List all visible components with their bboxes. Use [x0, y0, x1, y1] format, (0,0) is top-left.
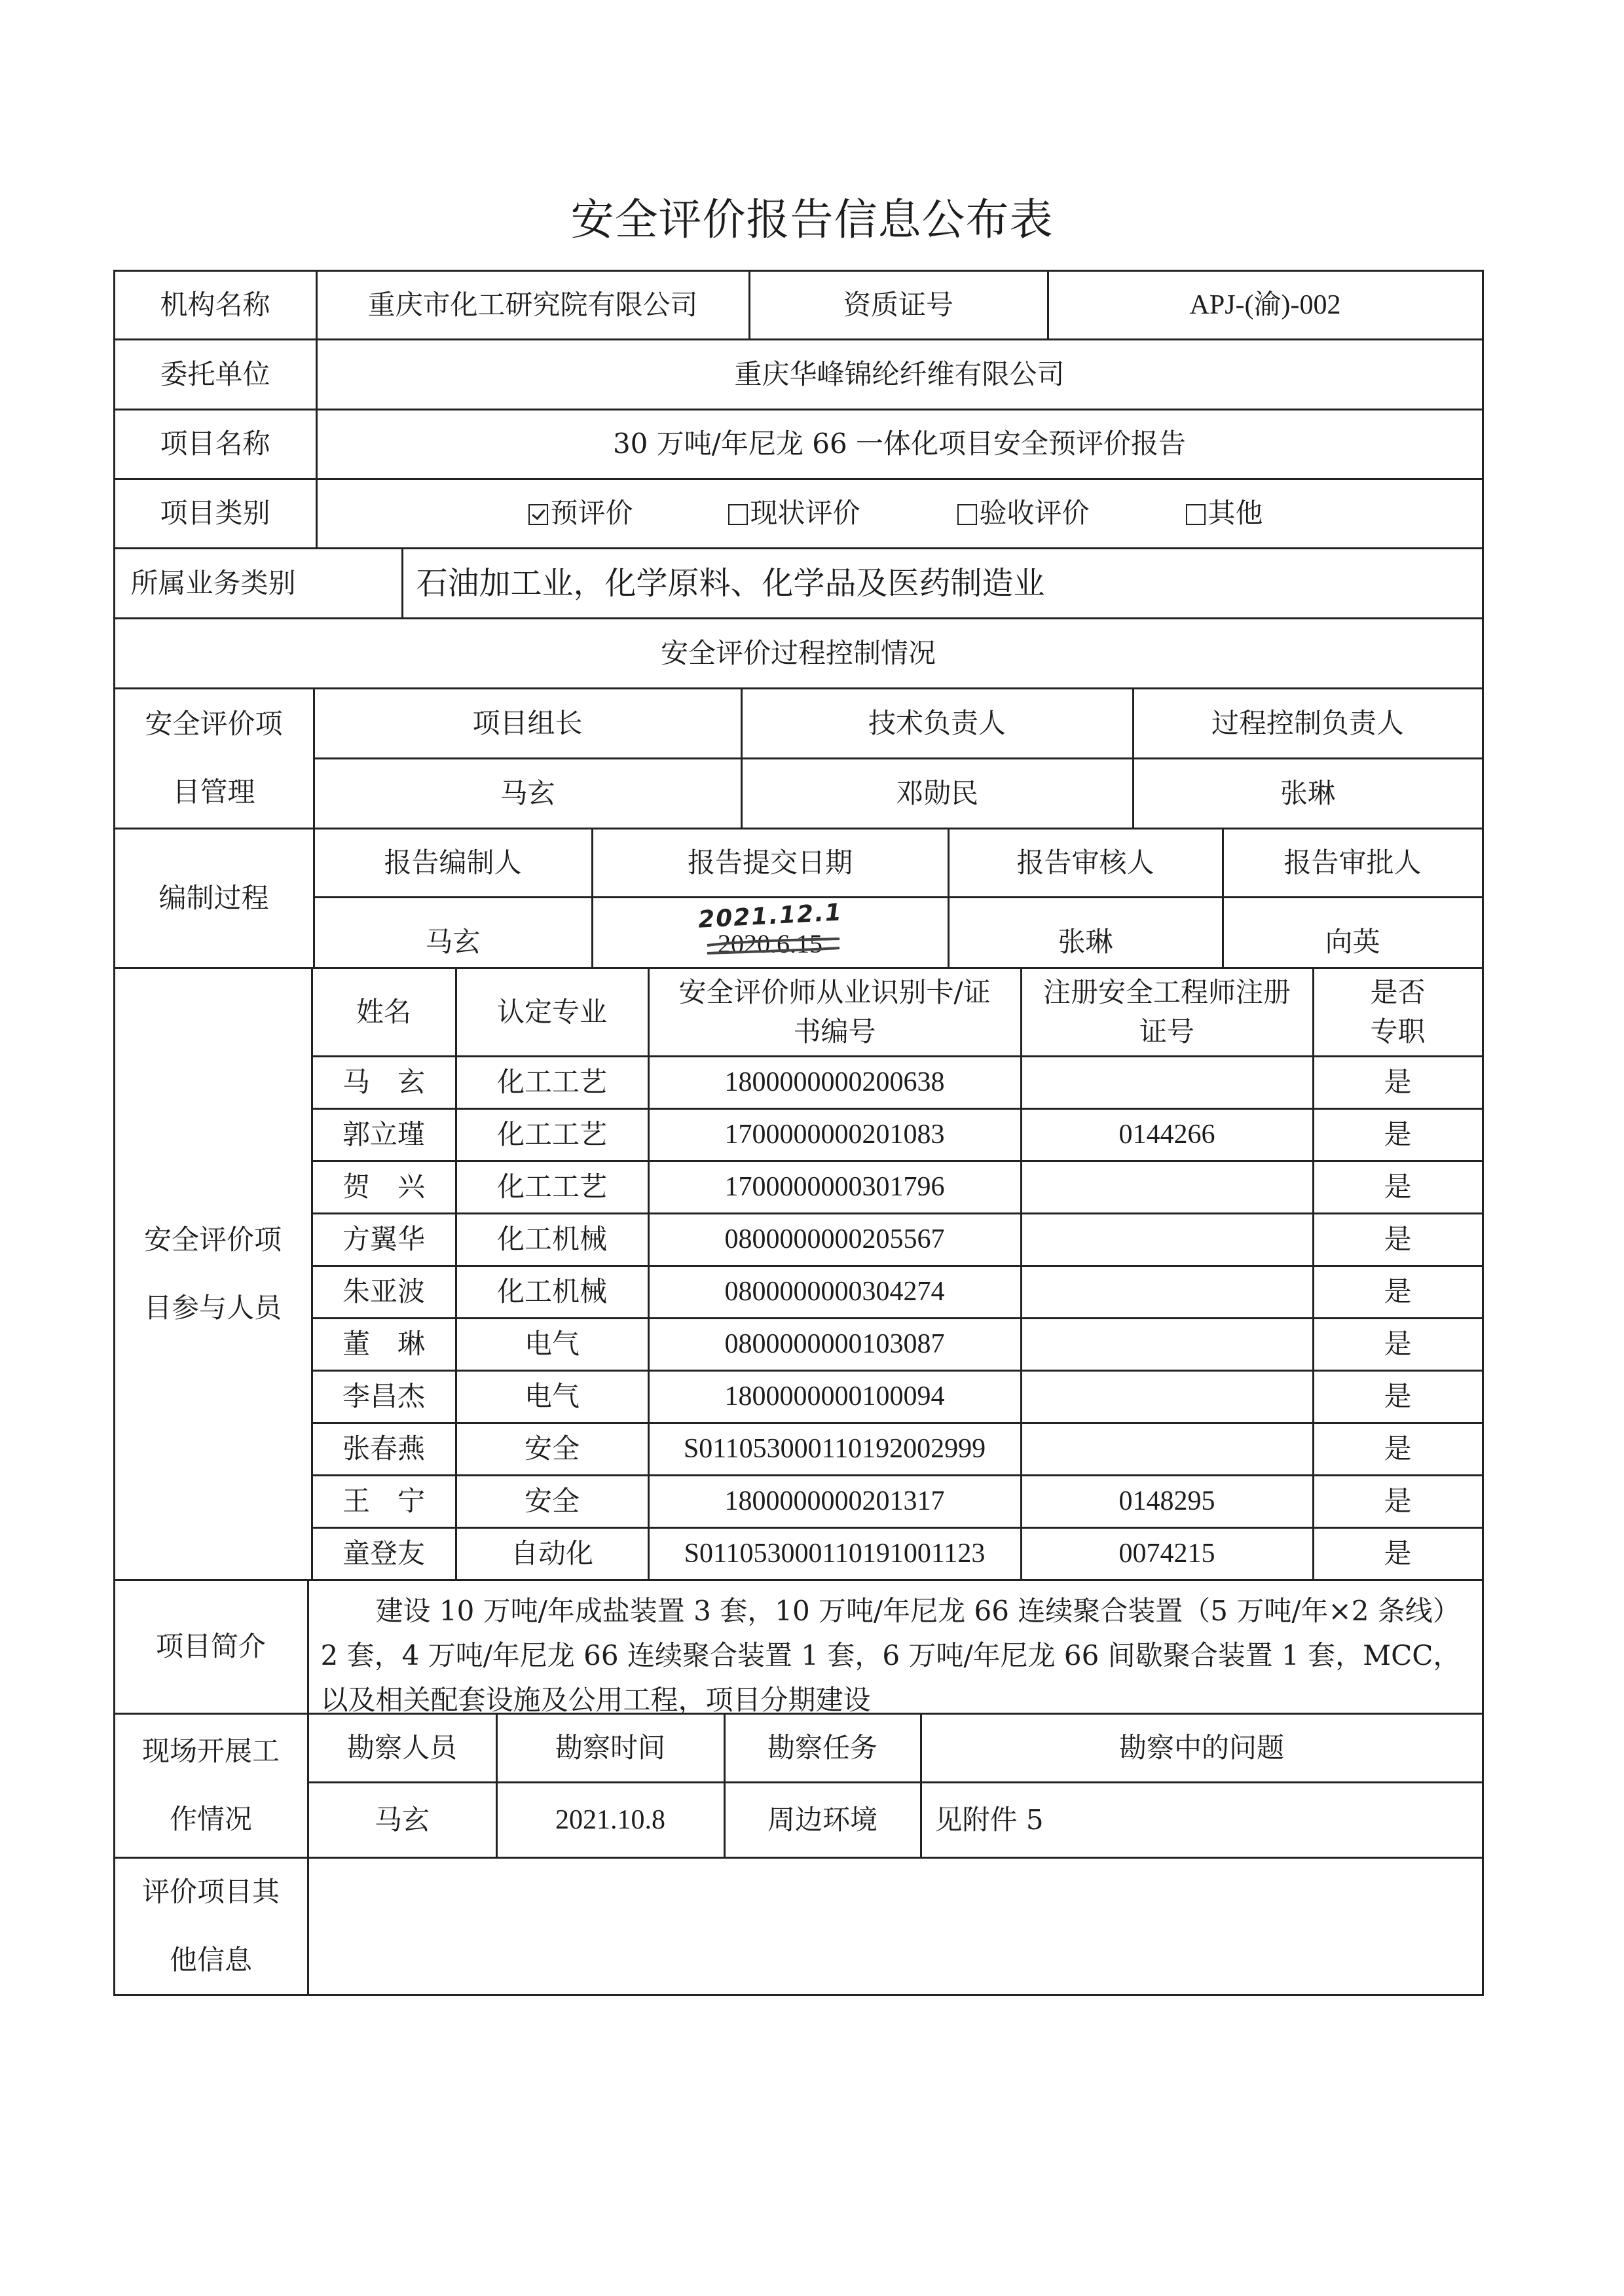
header-survey-time: 勘察时间 [496, 1713, 726, 1783]
label-line: 他信息 [169, 1944, 252, 1976]
option-pre-evaluation[interactable] [528, 496, 633, 530]
header-line: 安全评价师从业识别卡/证 [678, 975, 991, 1008]
survey-task-value: 周边环境 [724, 1781, 922, 1859]
intro-label: 项目简介 [113, 1579, 309, 1715]
header-team-leader: 项目组长 [313, 687, 743, 759]
personnel-major-cell: 化工工艺 [455, 1108, 650, 1162]
business-value: 石油加工业，化学原料、化学品及医药制造业 [401, 547, 1484, 619]
surveyor-value: 马玄 [307, 1781, 498, 1859]
checkbox-icon[interactable] [1186, 504, 1206, 525]
header-tech-lead: 技术负责人 [741, 687, 1134, 759]
header-line: 书编号 [793, 1015, 876, 1048]
label-line: 作情况 [169, 1803, 252, 1835]
personnel-fulltime-cell: 是 [1312, 1108, 1484, 1162]
header-major: 认定专业 [455, 967, 650, 1057]
label-line: 评价项目其 [141, 1876, 280, 1908]
personnel-fulltime-cell: 是 [1312, 1265, 1484, 1319]
header-compiler: 报告编制人 [313, 828, 593, 898]
project-name-value: 30 万吨/年尼龙 66 一体化项目安全预评价报告 [316, 409, 1484, 480]
header-line: 是否 [1370, 975, 1426, 1008]
label-line: 现场开展工 [141, 1735, 280, 1767]
personnel-name-cell: 童登友 [311, 1527, 457, 1581]
header-fulltime [1312, 967, 1484, 1057]
option-label: 验收评价 [979, 497, 1090, 529]
checkbox-icon[interactable] [957, 504, 977, 525]
fieldwork-label [113, 1713, 309, 1859]
header-survey-task: 勘察任务 [724, 1713, 922, 1783]
personnel-major-cell: 化工机械 [455, 1212, 650, 1267]
org-name-label: 机构名称 [113, 270, 318, 340]
page-title: 安全评价报告信息公布表 [570, 194, 1054, 245]
option-other[interactable] [1186, 496, 1263, 530]
survey-issues-value: 见附件 5 [920, 1781, 1484, 1859]
personnel-reg-cell: 0148295 [1020, 1474, 1314, 1529]
project-type-options [316, 478, 1484, 549]
business-label: 所属业务类别 [113, 547, 403, 619]
personnel-name-cell: 郭立瑾 [311, 1108, 457, 1162]
personnel-fulltime-cell: 是 [1312, 1212, 1484, 1267]
personnel-fulltime-cell: 是 [1312, 1370, 1484, 1424]
reviewer-value: 张琳 [948, 896, 1224, 969]
personnel-cert-cell: 0800000000205567 [648, 1212, 1022, 1267]
personnel-reg-cell [1020, 1160, 1314, 1214]
personnel-name-cell: 王 宁 [311, 1474, 457, 1529]
process-lead-value: 张琳 [1132, 757, 1484, 829]
intro-cell [307, 1579, 1484, 1715]
header-line: 证号 [1139, 1015, 1194, 1048]
option-label: 其他 [1208, 497, 1263, 529]
client-value: 重庆华峰锦纶纤维有限公司 [316, 338, 1484, 410]
survey-time-value: 2021.10.8 [496, 1781, 726, 1859]
personnel-major-cell: 电气 [455, 1370, 650, 1424]
management-label [113, 687, 315, 829]
project-name-label: 项目名称 [113, 409, 318, 480]
personnel-reg-cell [1020, 1370, 1314, 1424]
option-acceptance-evaluation[interactable] [957, 496, 1090, 530]
personnel-reg-cell: 0074215 [1020, 1527, 1314, 1581]
label-line: 安全评价项 [143, 1223, 282, 1256]
client-label: 委托单位 [113, 338, 318, 410]
option-label: 现状评价 [750, 497, 860, 529]
handwritten-date: 2021.12.1 [697, 898, 843, 934]
personnel-reg-cell [1020, 1265, 1314, 1319]
cert-label: 资质证号 [748, 270, 1049, 340]
header-reviewer: 报告审核人 [948, 828, 1224, 898]
personnel-major-cell: 化工工艺 [455, 1160, 650, 1214]
org-name-value: 重庆市化工研究院有限公司 [316, 270, 750, 340]
cert-value: APJ-(渝)-002 [1047, 270, 1484, 340]
header-line: 专职 [1370, 1015, 1426, 1048]
label-line: 目管理 [172, 776, 255, 808]
personnel-reg-cell [1020, 1317, 1314, 1372]
checkbox-checked-icon[interactable] [528, 504, 548, 525]
personnel-cert-cell: 1800000000200638 [648, 1055, 1022, 1110]
label-line: 安全评价项 [145, 708, 283, 740]
struck-printed-date: 2020.6.15 [718, 928, 822, 958]
personnel-name-cell: 张春燕 [311, 1422, 457, 1476]
personnel-reg-cell [1020, 1212, 1314, 1267]
personnel-reg-cell [1020, 1422, 1314, 1476]
label-line: 目参与人员 [143, 1291, 282, 1324]
header-survey-issues: 勘察中的问题 [920, 1713, 1484, 1783]
personnel-fulltime-cell: 是 [1312, 1055, 1484, 1110]
checkbox-icon[interactable] [728, 504, 748, 525]
personnel-reg-cell [1020, 1055, 1314, 1110]
submit-date-cell [591, 896, 950, 969]
other-info-value [307, 1857, 1484, 1996]
personnel-major-cell: 安全 [455, 1422, 650, 1476]
approver-value: 向英 [1222, 896, 1484, 969]
personnel-name-cell: 马 玄 [311, 1055, 457, 1110]
personnel-name-cell: 贺 兴 [311, 1160, 457, 1214]
strikethrough-mark [705, 932, 842, 958]
personnel-cert-cell: S011053000110192002999 [648, 1422, 1022, 1476]
personnel-cert-cell: 1800000000201317 [648, 1474, 1022, 1529]
header-surveyor: 勘察人员 [307, 1713, 498, 1783]
personnel-major-cell: 电气 [455, 1317, 650, 1372]
personnel-major-cell: 自动化 [455, 1527, 650, 1581]
option-label: 预评价 [550, 497, 633, 529]
header-name: 姓名 [311, 967, 457, 1057]
header-cert [648, 967, 1022, 1057]
header-submit-date: 报告提交日期 [591, 828, 950, 898]
team-leader-value: 马玄 [313, 757, 743, 829]
personnel-name-cell: 李昌杰 [311, 1370, 457, 1424]
personnel-major-cell: 化工机械 [455, 1265, 650, 1319]
personnel-cert-cell: 1700000000301796 [648, 1160, 1022, 1214]
personnel-name-cell: 朱亚波 [311, 1265, 457, 1319]
header-reg [1020, 967, 1314, 1057]
personnel-fulltime-cell: 是 [1312, 1422, 1484, 1476]
personnel-name-cell: 方翼华 [311, 1212, 457, 1267]
personnel-label [113, 967, 313, 1581]
personnel-fulltime-cell: 是 [1312, 1160, 1484, 1214]
personnel-fulltime-cell: 是 [1312, 1527, 1484, 1581]
personnel-cert-cell: 1800000000100094 [648, 1370, 1022, 1424]
personnel-major-cell: 安全 [455, 1474, 650, 1529]
header-approver: 报告审批人 [1222, 828, 1484, 898]
personnel-name-cell: 董 琳 [311, 1317, 457, 1372]
personnel-fulltime-cell: 是 [1312, 1474, 1484, 1529]
personnel-cert-cell: S011053000110191001123 [648, 1527, 1022, 1581]
option-status-evaluation[interactable] [728, 496, 860, 530]
personnel-cert-cell: 1700000000201083 [648, 1108, 1022, 1162]
process-control-heading: 安全评价过程控制情况 [113, 617, 1484, 689]
project-type-label: 项目类别 [113, 478, 318, 549]
compilation-label: 编制过程 [113, 828, 315, 969]
compiler-value: 马玄 [313, 896, 593, 969]
personnel-cert-cell: 0800000000103087 [648, 1317, 1022, 1372]
header-process-lead: 过程控制负责人 [1132, 687, 1484, 759]
intro-text: 建设 10 万吨/年成盐装置 3 套，10 万吨/年尼龙 66 连续聚合装置（5 万吨/年×2 条线）2 套，4 万吨/年尼龙 66 连续聚合装置 1 套，6 万吨/年尼龙 66 间歇聚合装置 1 套，MCC，以及相关配套设施及公用工程，项目分期建设 [320, 1594, 1461, 1716]
personnel-fulltime-cell: 是 [1312, 1317, 1484, 1372]
tech-lead-value: 邓勋民 [741, 757, 1134, 829]
other-info-label [113, 1857, 309, 1996]
personnel-reg-cell: 0144266 [1020, 1108, 1314, 1162]
personnel-major-cell: 化工工艺 [455, 1055, 650, 1110]
header-line: 注册安全工程师注册 [1043, 975, 1291, 1008]
personnel-cert-cell: 0800000000304274 [648, 1265, 1022, 1319]
